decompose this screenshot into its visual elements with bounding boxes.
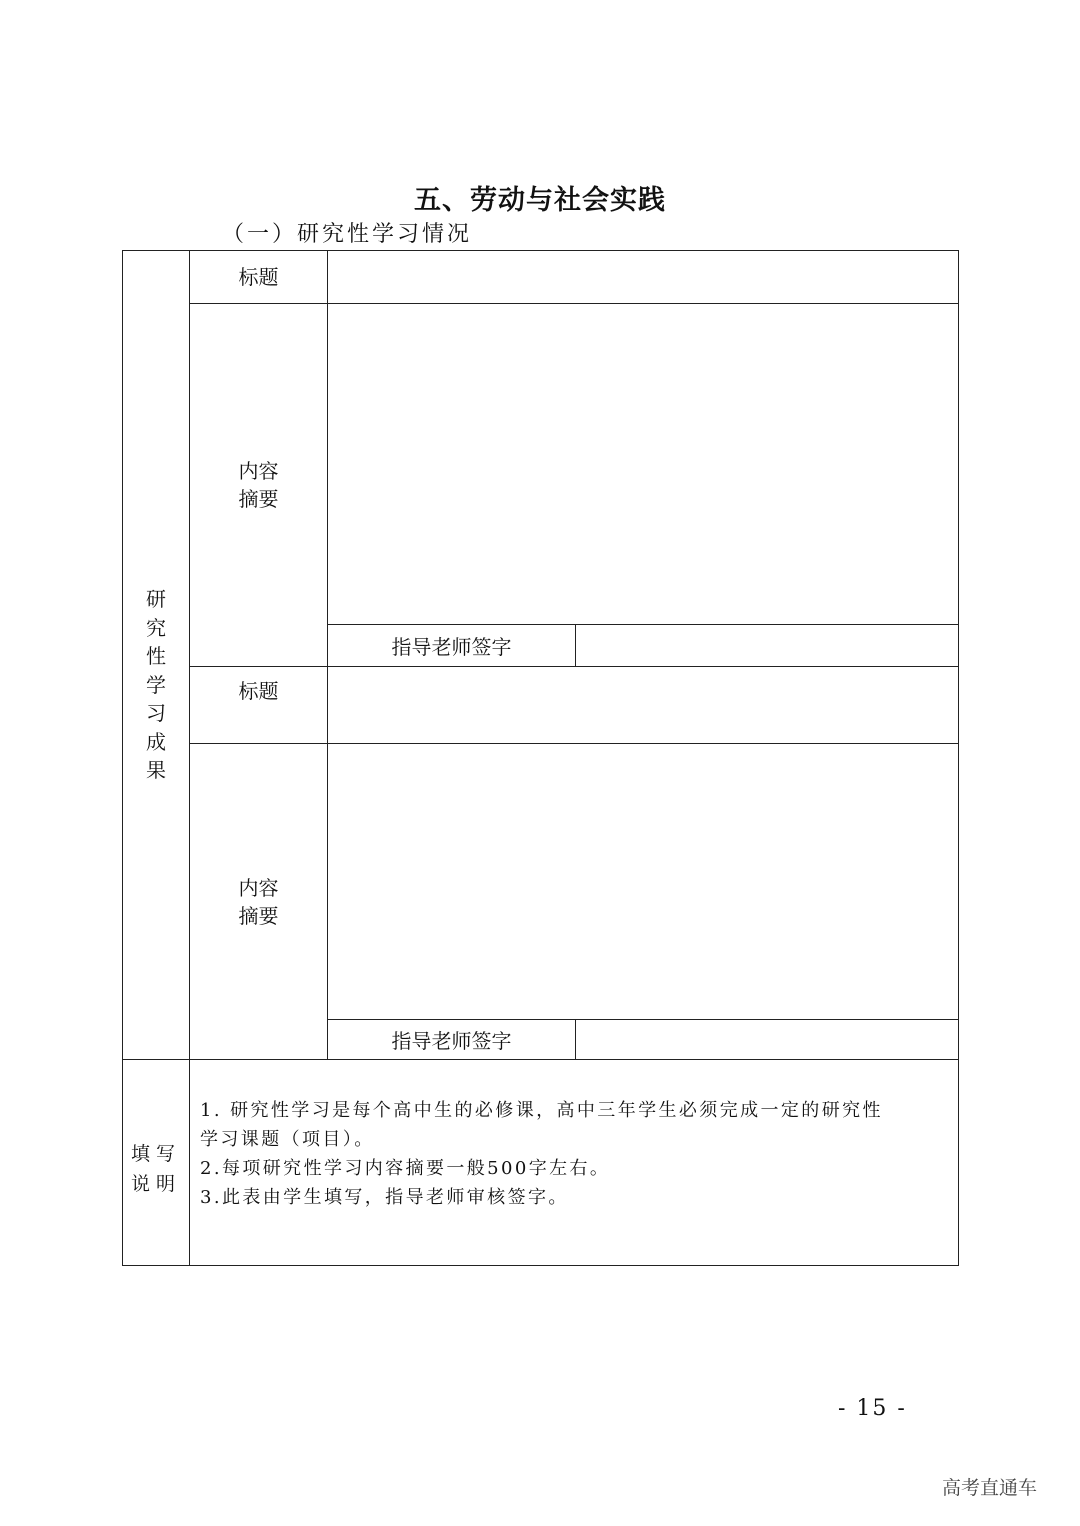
watermark: 高考直通车 (942, 1477, 1038, 1499)
note-line: 学习课题（项目）。 (200, 1128, 375, 1150)
entry1-summary-label: 内容 摘要 (190, 304, 328, 667)
entry1-summary-field[interactable] (328, 304, 959, 625)
entry1-title-field[interactable] (328, 251, 959, 304)
notes-content (190, 1060, 959, 1266)
note-line: 3.此表由学生填写，指导老师审核签字。 (200, 1186, 569, 1208)
research-study-form (122, 250, 959, 1266)
note-line: 2.每项研究性学习内容摘要一般500字左右。 (200, 1157, 611, 1179)
note-line: 1. 研究性学习是每个高中生的必修课，高中三年学生必须完成一定的研究性 (200, 1099, 883, 1121)
page-number: - 15 - (838, 1396, 907, 1421)
entry2-signature-label: 指导老师签字 (328, 1020, 576, 1060)
section-title: （一）研究性学习情况 (222, 222, 473, 247)
entry2-title-label: 标题 (190, 667, 328, 744)
page-title: 五、劳动与社会实践 (414, 185, 666, 216)
entry1-signature-field[interactable] (576, 625, 959, 667)
entry2-signature-field[interactable] (576, 1020, 959, 1060)
entry2-summary-field[interactable] (328, 744, 959, 1020)
entry1-signature-label: 指导老师签字 (328, 625, 576, 667)
entry2-title-field[interactable] (328, 667, 959, 744)
notes-label: 填写 说明 (123, 1060, 190, 1266)
entry1-title-label: 标题 (190, 251, 328, 304)
entry2-summary-label: 内容 摘要 (190, 744, 328, 1060)
research-results-label: 研 究 性 学 习 成 果 (123, 251, 190, 1060)
